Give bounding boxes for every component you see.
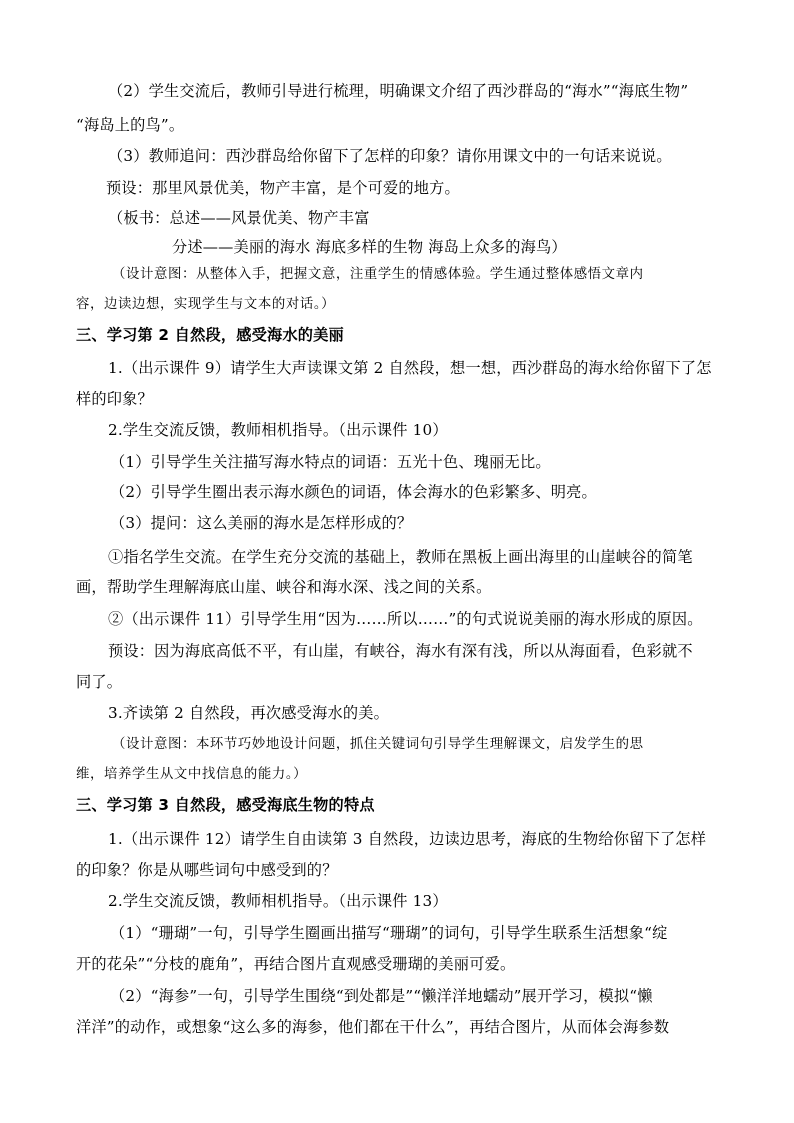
paragraph-line: （2）“海参”一句，引导学生围绕“到处都是”“懒洋洋地蠕动”展开学习，模拟“懒 xyxy=(110,987,653,1005)
paragraph-line: 1.（出示课件 9）请学生大声读课文第 2 自然段，想一想，西沙群岛的海水给你留下了怎 xyxy=(108,359,712,377)
paragraph-line: 画，帮助学生理解海底山崖、峡谷和海水深、浅之间的关系。 xyxy=(76,578,492,596)
paragraph-line: （1）“珊瑚”一句，引导学生圈画出描写“珊瑚”的词句，引导学生联系生活想象“绽 xyxy=(110,924,668,942)
paragraph-line: （1）引导学生关注描写海水特点的词语：五光十色、瑰丽无比。 xyxy=(110,453,551,471)
paragraph-line: 预设：那里风景优美，物产丰富，是个可爱的地方。 xyxy=(106,179,460,197)
paragraph-line: （2）引导学生圈出表示海水颜色的词语，体会海水的色彩繁多、明亮。 xyxy=(110,483,597,501)
paragraph-line: 预设：因为海底高低不平，有山崖，有峡谷，海水有深有浅，所以从海面看，色彩就不 xyxy=(108,642,693,660)
paragraph-line: （3）提问：这么美丽的海水是怎样形成的？ xyxy=(110,514,413,532)
paragraph-line: 3.齐读第 2 自然段，再次感受海水的美。 xyxy=(108,704,390,722)
design-intent-line: 容，边读边想，实现学生与文本的对话。） xyxy=(76,297,336,312)
paragraph-line: 同了。 xyxy=(76,673,123,691)
design-intent-line: （设计意图：本环节巧妙地设计问题，抓住关键词句引导学生理解课文，启发学生的思 xyxy=(112,737,644,752)
paragraph-line: ②（出示课件 11）引导学生用“因为……所以……”的句式说说美丽的海水形成的原因。 xyxy=(108,610,703,628)
paragraph-line: 开的花朵”“分枝的鹿角”，再结合图片直观感受珊瑚的美丽可爱。 xyxy=(76,955,516,973)
board-note-line: （板书：总述——风景优美、物产丰富 xyxy=(108,209,370,227)
section-heading: 三、学习第 2 自然段，感受海水的美丽 xyxy=(76,326,344,344)
paragraph-line: 1.（出示课件 12）请学生自由读第 3 自然段，边读边思考，海底的生物给你留下了怎样 xyxy=(108,830,707,848)
paragraph-line: 2.学生交流反馈，教师相机指导。（出示课件 13） xyxy=(108,892,448,910)
paragraph-line: 2.学生交流反馈，教师相机指导。（出示课件 10） xyxy=(108,421,448,439)
design-intent-line: 维，培养学生从文中找信息的能力。） xyxy=(76,767,308,782)
board-note-line: 分述——美丽的海水 海底多样的生物 海岛上众多的海鸟） xyxy=(172,238,567,256)
paragraph-line: ①指名学生交流。在学生充分交流的基础上，教师在黑板上画出海里的山崖峡谷的简笔 xyxy=(108,548,693,566)
section-heading: 三、学习第 3 自然段，感受海底生物的特点 xyxy=(76,796,375,814)
paragraph-line: 样的印象？ xyxy=(76,390,153,408)
paragraph-line: 洋洋”的动作，或想象“这么多的海参，他们都在干什么”，再结合图片，从而体会海参数 xyxy=(76,1018,670,1036)
design-intent-line: （设计意图：从整体入手，把握文意，注重学生的情感体验。学生通过整体感悟文章内 xyxy=(112,267,644,282)
paragraph-line: （3）教师追问：西沙群岛给你留下了怎样的印象？请你用课文中的一句话来说说。 xyxy=(108,147,672,165)
paragraph-line: （2）学生交流后，教师引导进行梳理，明确课文介绍了西沙群岛的“海水”“海底生物” xyxy=(108,82,689,100)
paragraph-line: 的印象？你是从哪些词句中感受到的？ xyxy=(76,861,338,879)
paragraph-line: “海岛上的鸟”。 xyxy=(76,116,185,134)
